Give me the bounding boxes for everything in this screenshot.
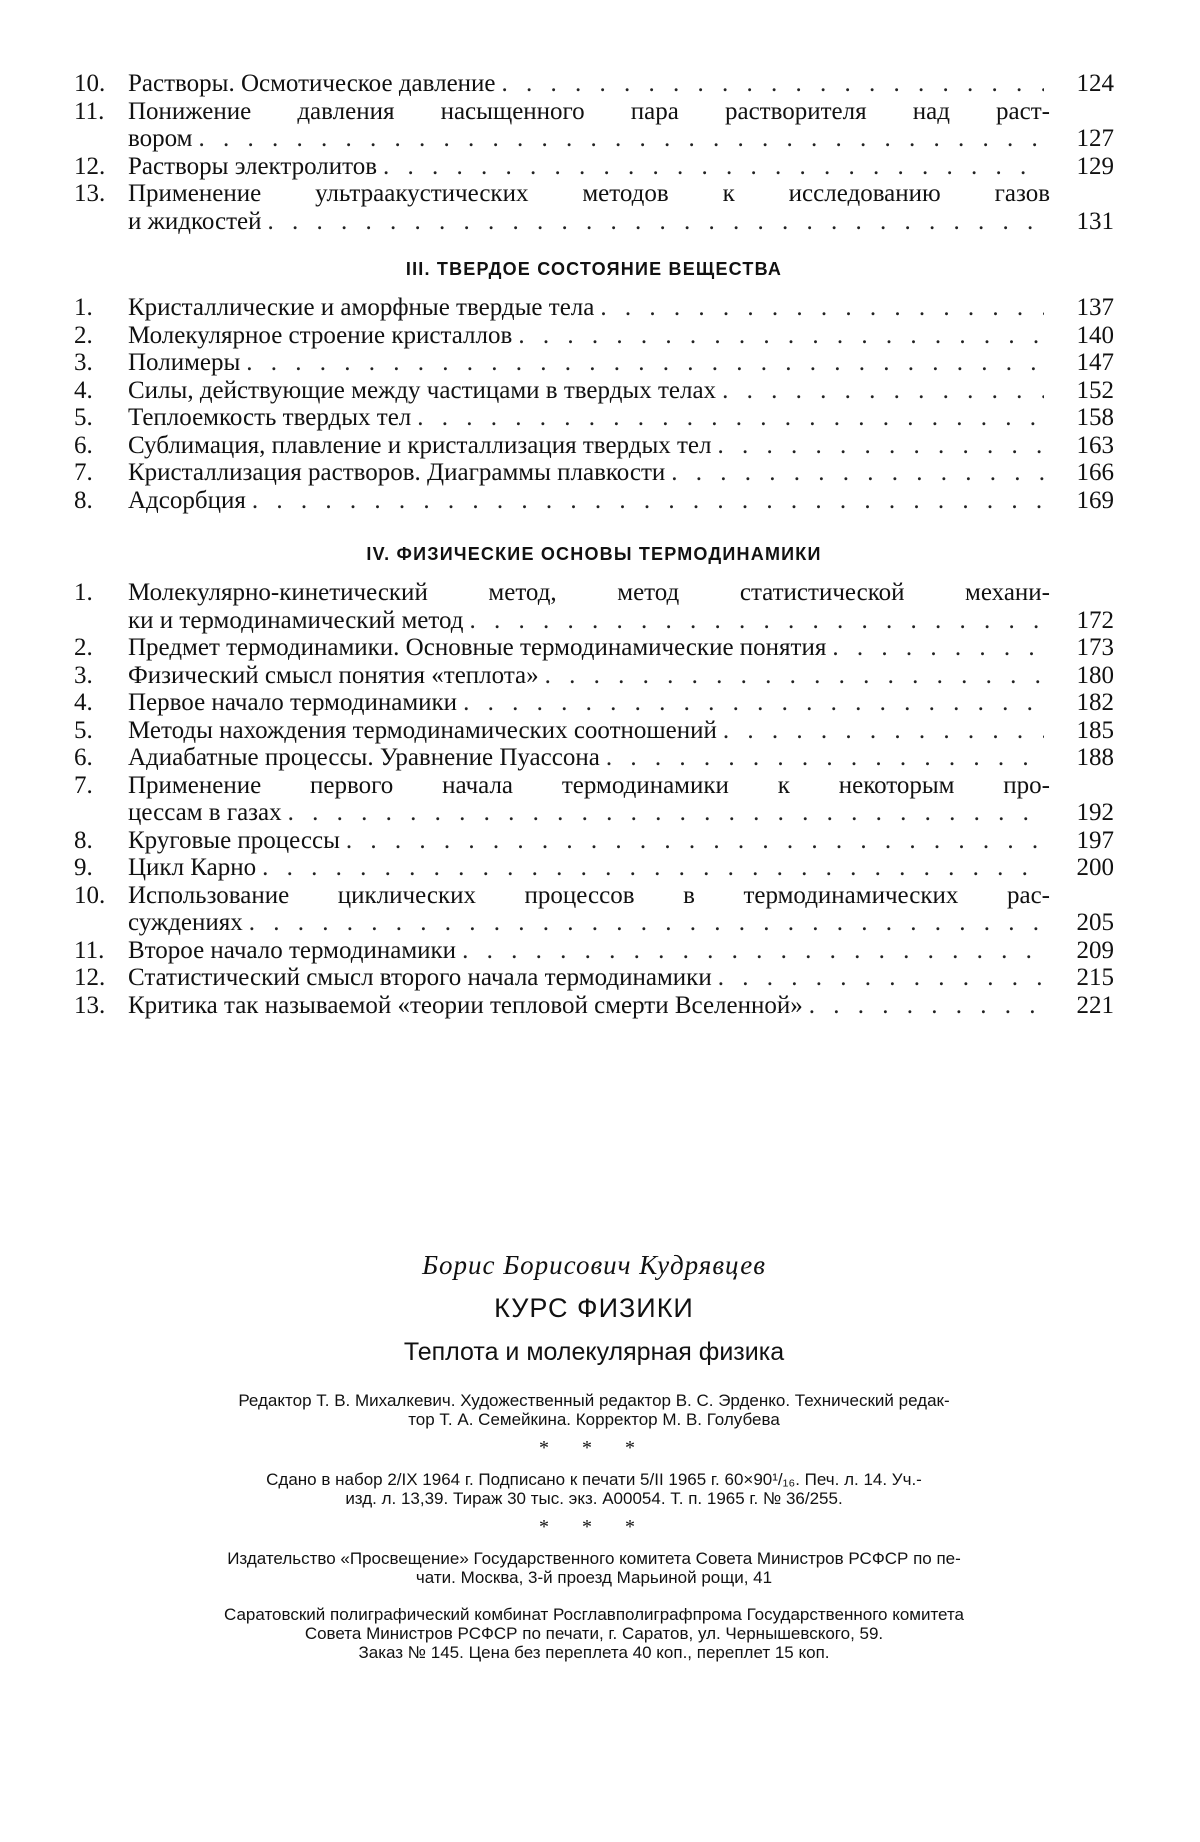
leader-dots (600, 294, 1044, 322)
entry-title: Круговые процессы (128, 826, 340, 854)
entry-title: Кристаллизация растворов. Диаграммы плавкости (128, 459, 666, 486)
leader-dots (249, 909, 1044, 937)
editors-credits (74, 1391, 1114, 1429)
toc-entry (74, 432, 1114, 460)
leader-dots (671, 459, 1044, 487)
entry-number: 5. (74, 404, 93, 431)
entry-title: Критика так называемой «теории тепловой смерти Вселенной» (128, 991, 803, 1019)
toc-entry (74, 180, 1114, 235)
entry-text (128, 744, 1050, 772)
entry-number: 1. (74, 579, 93, 606)
entry-number: 12. (74, 152, 106, 180)
entry-title: Первое начало термодинамики (128, 689, 458, 716)
toc-entry (74, 992, 1114, 1020)
leader-dots (288, 799, 1044, 827)
entry-text (128, 992, 1050, 1020)
entry-title: Предмет термодинамики. Основные термодинамические понятия (128, 634, 827, 661)
entry-text (128, 662, 1050, 690)
entry-page: 127 (1076, 125, 1114, 152)
leader-dots (718, 432, 1045, 460)
entry-title-line2: вором (128, 125, 193, 152)
entry-title: Теплоемкость твердых тел (128, 404, 412, 431)
leader-dots (718, 964, 1044, 992)
toc-entry (74, 854, 1114, 882)
entry-page: 166 (1076, 459, 1114, 486)
printing-line2: изд. л. 13,39. Тираж 30 тыс. экз. А00054. Т. п. 1965 г. № 36/255. (345, 1489, 843, 1508)
printing-line1: Сдано в набор 2/IX 1964 г. Подписано к печати 5/II 1965 г. 60×90¹/₁₆. Печ. л. 14. Уч.- (266, 1470, 922, 1489)
toc-entry (74, 689, 1114, 717)
toc-entry (74, 662, 1114, 690)
entry-page: 221 (1076, 991, 1114, 1019)
entry-number: 2. (74, 634, 93, 661)
publisher-info (74, 1549, 1114, 1587)
entry-number: 6. (74, 744, 93, 771)
leader-dots (518, 322, 1044, 350)
entry-page: 163 (1076, 431, 1114, 459)
toc-entry (74, 487, 1114, 515)
publisher-line2: чати. Москва, 3-й проезд Марьиной рощи, 41 (415, 1568, 773, 1587)
entry-title: Методы нахождения термодинамических соотношений (128, 716, 717, 744)
entry-page: 173 (1076, 634, 1114, 661)
entry-title: Силы, действующие между частицами в твердых телах (128, 376, 717, 404)
toc-entry (74, 579, 1114, 634)
toc-entry (74, 377, 1114, 405)
leader-dots (346, 827, 1044, 855)
entry-page: 200 (1076, 854, 1114, 881)
entry-page: 192 (1076, 799, 1114, 826)
entry-title-line1: Применение первого начала термодинамики к некоторым про- (128, 771, 1050, 799)
entry-number: 7. (74, 771, 93, 799)
entry-title-line2: ки и термодинамический метод (128, 606, 464, 634)
entry-title-line2: и жидкостей (128, 207, 262, 235)
printer-line1: Саратовский полиграфический комбинат Росглавполиграфпрома Государственного комитета (223, 1605, 964, 1624)
leader-dots (502, 70, 1044, 98)
leader-dots (809, 992, 1044, 1020)
toc-entry (74, 744, 1114, 772)
entry-page: 158 (1076, 404, 1114, 431)
leader-dots (462, 937, 1044, 965)
entry-text (128, 854, 1050, 882)
entry-title-line2: суждениях (128, 909, 243, 936)
entry-number: 10. (74, 70, 106, 97)
printer-line2: Совета Министров РСФСР по печати, г. Саратов, ул. Чернышевского, 59. (304, 1624, 884, 1643)
entry-page: 137 (1076, 294, 1114, 321)
entry-number: 8. (74, 826, 93, 854)
entry-text (128, 180, 1050, 235)
entry-number: 4. (74, 376, 93, 404)
toc-entry (74, 70, 1114, 98)
leader-dots (252, 487, 1044, 515)
entry-page: 140 (1076, 321, 1114, 349)
entry-text (128, 349, 1050, 377)
toc-entry (74, 153, 1114, 181)
entry-page: 182 (1076, 689, 1114, 716)
printer-info (74, 1605, 1114, 1662)
entry-title: Второе начало термодинамики (128, 936, 457, 964)
entry-page: 185 (1076, 716, 1114, 744)
entry-number: 6. (74, 431, 93, 459)
toc-entry (74, 98, 1114, 153)
author-name: Борис Борисович Кудрявцев (422, 1250, 766, 1280)
entry-number: 2. (74, 321, 93, 349)
entry-number: 11. (74, 936, 105, 964)
entry-text (128, 689, 1050, 717)
entry-page: 131 (1076, 207, 1114, 235)
editors-line1: Редактор Т. В. Михалкевич. Художественный редактор В. С. Эрденко. Технический редак- (238, 1391, 950, 1410)
entry-page: 188 (1076, 744, 1114, 771)
toc-entry (74, 322, 1114, 350)
entry-title: Адиабатные процессы. Уравнение Пуассона (128, 744, 600, 771)
entry-text (128, 98, 1050, 153)
entry-number: 12. (74, 964, 106, 991)
toc-entry (74, 459, 1114, 487)
leader-dots (545, 662, 1044, 690)
entry-page: 180 (1076, 661, 1114, 689)
section-heading: IV. ФИЗИЧЕСКИЕ ОСНОВЫ ТЕРМОДИНАМИКИ (366, 544, 822, 564)
entry-number: 11. (74, 97, 105, 125)
leader-dots (722, 377, 1044, 405)
toc-entry (74, 634, 1114, 662)
entry-number: 3. (74, 661, 93, 689)
entry-text (128, 827, 1050, 855)
leader-dots (832, 634, 1044, 662)
entry-text (128, 579, 1050, 634)
section-heading: III. ТВЕРДОЕ СОСТОЯНИЕ ВЕЩЕСТВА (405, 259, 783, 279)
entry-page: 172 (1076, 606, 1114, 634)
entry-title-line1: Применение ультраакустических методов к исследованию газов (128, 180, 1050, 207)
entry-page: 197 (1076, 826, 1114, 854)
entry-text (128, 459, 1050, 487)
entry-title: Адсорбция (128, 486, 246, 514)
table-of-contents (74, 70, 1114, 1019)
toc-entry (74, 294, 1114, 322)
entry-number: 9. (74, 854, 93, 881)
leader-dots (723, 717, 1044, 745)
toc-entry (74, 937, 1114, 965)
leader-dots (463, 689, 1044, 717)
leader-dots (383, 153, 1044, 181)
leader-dots (246, 349, 1044, 377)
entry-text (128, 153, 1050, 181)
entry-text (128, 432, 1050, 460)
entry-title: Растворы. Осмотическое давление (128, 70, 496, 97)
entry-page: 215 (1076, 964, 1114, 991)
entry-title-line2: цессам в газах (128, 799, 282, 826)
entry-text (128, 487, 1050, 515)
entry-page: 152 (1076, 376, 1114, 404)
leader-dots (198, 125, 1044, 153)
entry-text (128, 882, 1050, 937)
entry-text (128, 937, 1050, 965)
entry-text (128, 377, 1050, 405)
separator-stars: * * * (539, 1516, 649, 1538)
leader-dots (469, 607, 1044, 635)
entry-text (128, 964, 1050, 992)
entry-text (128, 717, 1050, 745)
leader-dots (606, 744, 1044, 772)
book-title: КУРС ФИЗИКИ (494, 1293, 694, 1323)
entry-number: 7. (74, 459, 93, 486)
entry-title-line1: Молекулярно-кинетический метод, метод статистической механи- (128, 579, 1050, 606)
leader-dots (417, 404, 1044, 432)
entry-number: 10. (74, 881, 106, 909)
entry-number: 8. (74, 486, 93, 514)
imprint-block (74, 1250, 1114, 1662)
entry-title-line1: Понижение давления насыщенного пара растворителя над раст- (128, 97, 1050, 125)
entry-title: Сублимация, плавление и кристаллизация твердых тел (128, 431, 712, 459)
toc-entry (74, 404, 1114, 432)
book-subtitle: Теплота и молекулярная физика (403, 1338, 785, 1366)
publisher-line1: Издательство «Просвещение» Государственного комитета Совета Министров РСФСР по пе- (227, 1549, 961, 1568)
editors-line2: тор Т. А. Семейкина. Корректор М. В. Голубева (408, 1410, 780, 1429)
toc-entry (74, 882, 1114, 937)
entry-number: 13. (74, 991, 106, 1019)
entry-page: 124 (1076, 70, 1114, 97)
entry-page: 209 (1076, 936, 1114, 964)
toc-entry (74, 349, 1114, 377)
entry-number: 13. (74, 180, 106, 207)
entry-number: 4. (74, 689, 93, 716)
leader-dots (268, 208, 1045, 236)
entry-title: Полимеры (128, 349, 241, 376)
printer-line3: Заказ № 145. Цена без переплета 40 коп., переплет 15 коп. (358, 1643, 830, 1662)
printing-details (74, 1470, 1114, 1508)
toc-entry (74, 717, 1114, 745)
entry-title: Физический смысл понятия «теплота» (128, 661, 539, 689)
separator-stars: * * * (539, 1437, 649, 1459)
entry-number: 3. (74, 349, 93, 376)
entry-text (128, 70, 1050, 98)
leader-dots (262, 854, 1044, 882)
entry-text (128, 404, 1050, 432)
toc-entry (74, 964, 1114, 992)
entry-title: Цикл Карно (128, 854, 257, 881)
entry-text (128, 634, 1050, 662)
toc-entry (74, 772, 1114, 827)
entry-page: 129 (1076, 152, 1114, 180)
entry-title: Кристаллические и аморфные твердые тела (128, 294, 595, 321)
entry-title: Растворы электролитов (128, 152, 378, 180)
entry-text (128, 294, 1050, 322)
entry-title-line1: Использование циклических процессов в термодинамических рас- (128, 881, 1050, 909)
entry-number: 5. (74, 716, 93, 744)
entry-text (128, 322, 1050, 350)
entry-title: Молекулярное строение кристаллов (128, 321, 513, 349)
entry-page: 169 (1076, 486, 1114, 514)
entry-text (128, 772, 1050, 827)
entry-number: 1. (74, 294, 93, 321)
entry-title: Статистический смысл второго начала термодинамики (128, 964, 712, 991)
entry-page: 205 (1076, 909, 1114, 936)
entry-page: 147 (1076, 349, 1114, 376)
toc-entry (74, 827, 1114, 855)
